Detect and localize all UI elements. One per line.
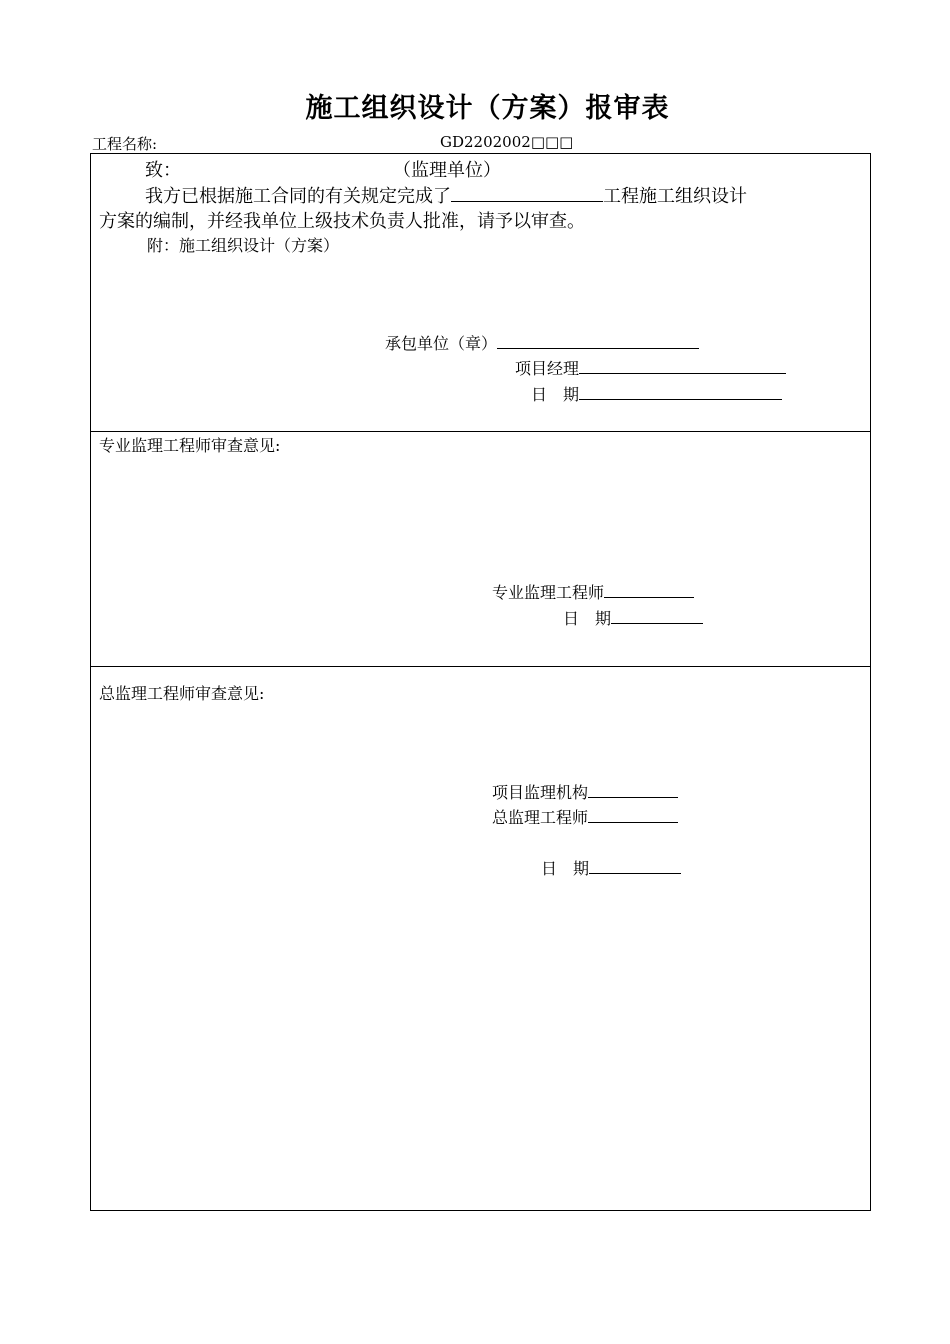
date-blank-1[interactable] — [579, 385, 782, 400]
project-name-blank[interactable] — [451, 187, 603, 202]
chief-review-heading: 总监理工程师审查意见: — [99, 684, 265, 703]
chief-engineer-blank[interactable] — [588, 808, 678, 823]
body-text-part2: 工程施工组织设计 — [603, 186, 747, 207]
supervision-org-row — [492, 780, 678, 803]
date-row-3 — [541, 856, 681, 879]
pm-label: 项目经理 — [515, 359, 580, 378]
specialist-engineer-label: 专业监理工程师 — [492, 583, 605, 602]
form-title: 施工组织设计（方案）报审表 — [305, 93, 670, 124]
date-label-3: 日 期 — [541, 859, 590, 878]
attachment-label: 附：施工组织设计（方案） — [147, 236, 340, 255]
project-name-label: 工程名称: — [92, 135, 158, 153]
date-label-1: 日 期 — [531, 385, 580, 404]
chief-review-section — [90, 666, 871, 1211]
date-row-2 — [563, 606, 703, 629]
pm-blank[interactable] — [579, 359, 786, 374]
body-line-2: 方案的编制，并经我单位上级技术负责人批准，请予以审查。 — [99, 211, 585, 232]
body-line-1 — [145, 182, 747, 208]
to-label: 致： — [145, 160, 181, 181]
body-text-part1: 我方已根据施工合同的有关规定完成了 — [145, 186, 451, 207]
contractor-blank[interactable] — [497, 334, 699, 349]
chief-engineer-label: 总监理工程师 — [492, 808, 589, 827]
specialist-engineer-row — [492, 580, 694, 603]
date-label-2: 日 期 — [563, 609, 612, 628]
supervisor-unit: （监理单位） — [393, 160, 501, 181]
supervision-org-blank[interactable] — [588, 783, 678, 798]
supervision-org-label: 项目监理机构 — [492, 783, 589, 802]
date-blank-3[interactable] — [589, 859, 681, 874]
contractor-row — [385, 331, 699, 354]
specialist-engineer-blank[interactable] — [604, 583, 694, 598]
specialist-review-heading: 专业监理工程师审查意见: — [99, 436, 281, 455]
form-code: GD2202002□□□ — [440, 133, 574, 151]
specialist-review-section — [90, 431, 871, 667]
chief-engineer-row — [492, 805, 678, 828]
date-row-1 — [531, 382, 782, 405]
pm-row — [515, 356, 786, 379]
contractor-label: 承包单位（章） — [385, 334, 498, 353]
date-blank-2[interactable] — [611, 609, 703, 624]
